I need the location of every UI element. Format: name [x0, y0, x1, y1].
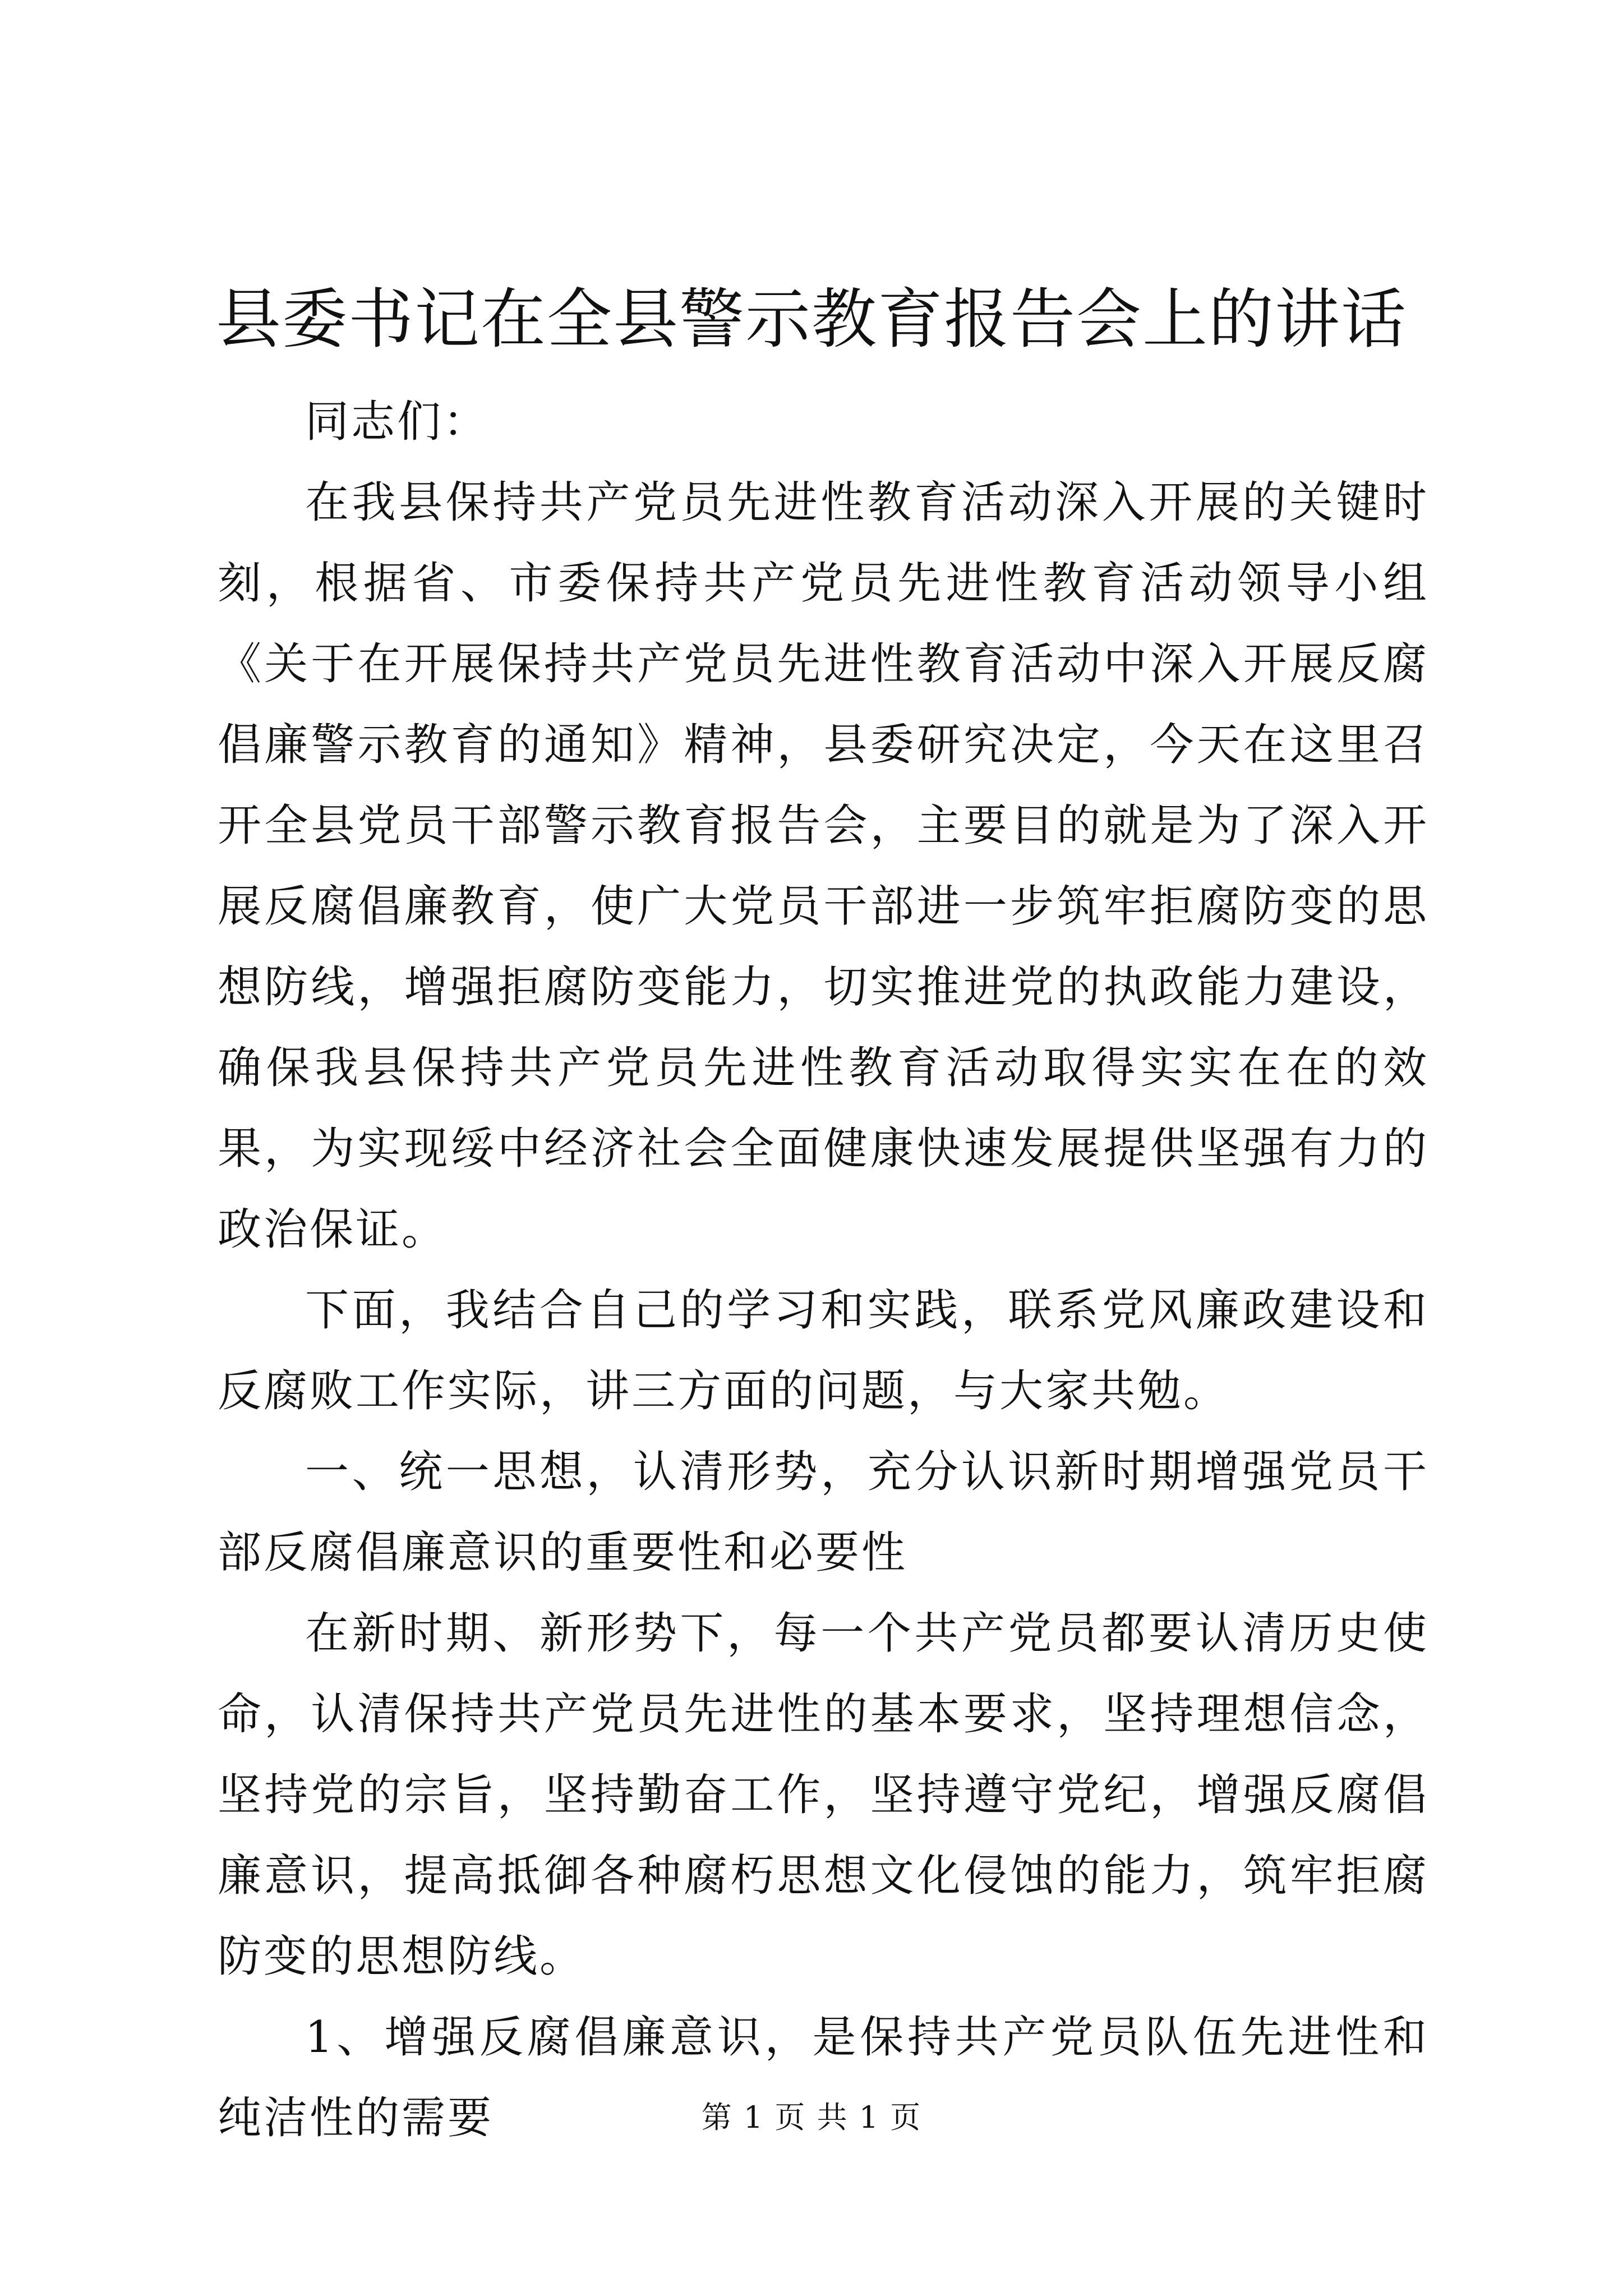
subsection-heading-one: 1、增强反腐倡廉意识，是保持共产党员队伍先进性和纯洁性的需要	[218, 2012, 1429, 2143]
paragraph-intro: 在我县保持共产党员先进性教育活动深入开展的关键时刻，根据省、市委保持共产党员先进性教育活动领导小组《关于在开展保持共产党员先进性教育活动中深入开展反腐倡廉警示教育的通知》精神，县委研究决定，今天在这里召开全县党员干部警示教育报告会，主要目的就是为了深入开展反腐倡廉教育，使广大党员干部进一步筑牢拒腐防变的思想防线，增强拒腐防变能力，切实推进党的执政能力建设，确保我县保持共产党员先进性教育活动取得实实在在的效果，为实现绥中经济社会全面健康快速发展提供坚强有力的政治保证。	[218, 477, 1429, 1255]
greeting-line: 同志们：	[305, 397, 490, 447]
section-heading-one: 一、统一思想，认清形势，充分认识新时期增强党员干部反腐倡廉意识的重要性和必要性	[218, 1447, 1429, 1578]
document-title: 县委书记在全县警示教育报告会上的讲话	[216, 282, 1407, 357]
paragraph-outline: 下面，我结合自己的学习和实践，联系党风廉政建设和反腐败工作实际，讲三方面的问题，与大家共勉。	[218, 1285, 1429, 1416]
page-footer: 第 1 页 共 1 页	[701, 2100, 922, 2135]
document-body	[218, 381, 1429, 2159]
paragraph-section-one: 在新时期、新形势下，每一个共产党员都要认清历史使命，认清保持共产党员先进性的基本要求，坚持理想信念，坚持党的宗旨，坚持勤奋工作，坚持遵守党纪，增强反腐倡廉意识，提高抵御各种腐朽思想文化侵蚀的能力，筑牢拒腐防变的思想防线。	[218, 1608, 1429, 1982]
